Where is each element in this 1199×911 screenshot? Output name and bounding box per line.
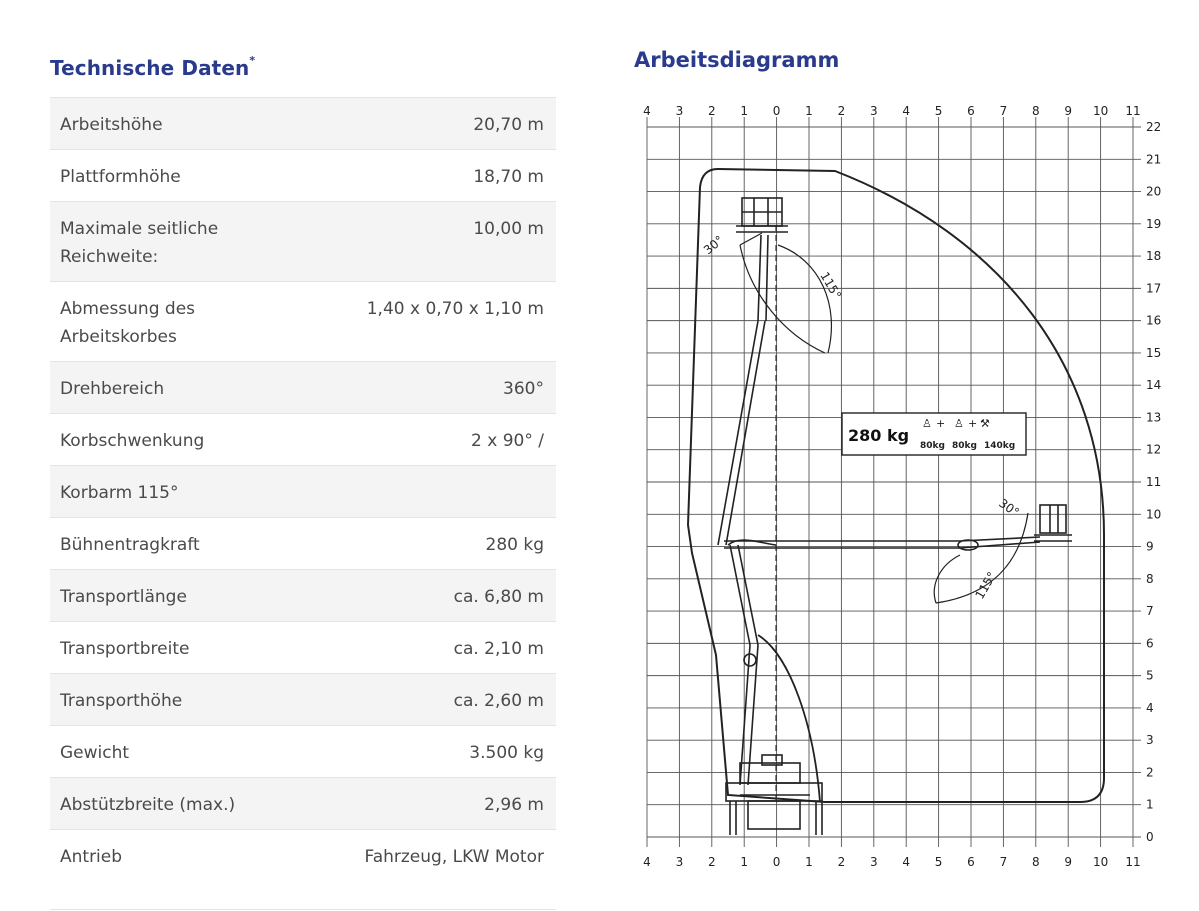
- spec-label: Korbschwenkung: [60, 431, 205, 451]
- boom-horizontal: [724, 537, 1040, 550]
- spec-value: 2 x 90° /: [471, 431, 544, 451]
- spec-value: 2,96 m: [484, 795, 544, 815]
- y-tick-label: 0: [1146, 830, 1154, 844]
- spec-label: Plattformhöhe: [60, 167, 181, 187]
- person-icon: ♙: [954, 417, 964, 430]
- load-total: 280 kg: [848, 426, 910, 445]
- spec-label: Arbeitshöhe: [60, 115, 163, 135]
- spec-row-transportbreite: [50, 622, 556, 674]
- x-tick-label-top: 0: [772, 104, 781, 118]
- x-tick-label-bottom: 1: [805, 855, 813, 869]
- x-tick-label-top: 6: [967, 104, 975, 118]
- y-tick-label: 4: [1146, 700, 1154, 715]
- x-tick-label-top: 2: [707, 104, 716, 118]
- spec-row-korbarm: [50, 466, 556, 518]
- spec-row-korbschwenkung: [50, 414, 556, 466]
- y-tick-label: 7: [1146, 604, 1154, 619]
- y-tick-label: 17: [1146, 281, 1162, 296]
- x-tick-label-bottom: 10: [1092, 855, 1109, 869]
- x-tick-label-top: 10: [1092, 104, 1109, 118]
- basket-right: [1034, 505, 1072, 541]
- spec-row-abstuetzbreite: [50, 778, 556, 830]
- working-diagram: [630, 95, 1170, 880]
- spec-label: Antrieb: [60, 847, 123, 867]
- tools-icon: ⚒: [980, 417, 990, 430]
- y-tick-label: 1: [1146, 797, 1154, 812]
- diagram-title: Arbeitsdiagramm: [634, 48, 840, 72]
- x-tick-label-top: 7: [999, 104, 1008, 118]
- spec-row-transporthoehe: [50, 674, 556, 726]
- load-part-1: 80kg: [920, 441, 945, 451]
- angle-label-right-30: 30°: [996, 495, 1022, 520]
- y-tick-label: 21: [1146, 152, 1162, 167]
- x-tick-label-bottom: 2: [837, 855, 846, 869]
- spec-label: Drehbereich: [60, 379, 165, 399]
- x-tick-label-top: 3: [869, 104, 878, 118]
- spec-value: 10,00 m: [473, 219, 544, 239]
- vehicle: [726, 755, 822, 835]
- spec-value: ca. 2,10 m: [453, 639, 544, 659]
- x-tick-label-top: 11: [1125, 104, 1141, 118]
- spec-row-reichweite: [50, 202, 556, 282]
- specs-table: [50, 97, 556, 910]
- y-tick-label: 3: [1146, 733, 1154, 748]
- y-tick-labels: [1146, 120, 1161, 844]
- spec-label: Maximale seitliche Reichweite:: [60, 219, 219, 267]
- diagram-grid: [647, 117, 1141, 847]
- load-legend: [842, 413, 1026, 455]
- x-tick-label-bottom: 1: [740, 855, 749, 869]
- plus-icon: +: [968, 417, 978, 430]
- spec-row-gewicht: [50, 726, 556, 778]
- spec-label: Korbarm 115°: [60, 483, 179, 503]
- spec-row-tragkraft: [50, 518, 556, 570]
- x-tick-label-bottom: 8: [1031, 855, 1040, 869]
- spec-row-plattformhoehe: [50, 150, 556, 202]
- x-tick-label-bottom: 5: [934, 855, 943, 869]
- x-tick-label-top: 9: [1064, 104, 1073, 118]
- y-tick-label: 2: [1146, 765, 1154, 780]
- working-envelope: [688, 169, 1104, 802]
- spec-row-transportlaenge: [50, 570, 556, 622]
- x-tick-label-top: 1: [740, 104, 749, 118]
- y-tick-label: 12: [1146, 442, 1162, 457]
- spec-row-antrieb: [50, 830, 556, 910]
- spec-value: 360°: [503, 379, 544, 399]
- spec-row-drehbereich: [50, 362, 556, 414]
- spec-label: Bühnentragkraft: [60, 535, 200, 555]
- y-tick-label: 11: [1146, 475, 1162, 489]
- x-tick-label-top: 1: [805, 104, 813, 118]
- spec-label: Transportbreite: [60, 639, 190, 659]
- x-tick-label-bottom: 2: [707, 855, 716, 869]
- spec-value: 18,70 m: [473, 167, 544, 187]
- spec-label: Transportlänge: [60, 587, 187, 607]
- person-icon: ♙: [922, 417, 932, 430]
- y-tick-label: 16: [1146, 313, 1162, 328]
- spec-value: 280 kg: [485, 535, 544, 555]
- spec-value: 3.500 kg: [469, 743, 544, 763]
- spec-row-korbabmessung: [50, 282, 556, 362]
- specs-title-mark: *: [249, 54, 256, 67]
- y-tick-label: 14: [1146, 378, 1162, 393]
- x-tick-label-top: 5: [934, 104, 943, 118]
- spec-value: 20,70 m: [473, 115, 544, 135]
- spec-value: ca. 6,80 m: [453, 587, 544, 607]
- angle-label-right-115: 115°: [972, 569, 1000, 602]
- x-tick-labels-top: [643, 104, 1140, 118]
- arc-top: [740, 233, 831, 353]
- specs-title-text: Technische Daten: [50, 56, 250, 80]
- x-tick-label-top: 3: [675, 104, 684, 118]
- load-part-2: 80kg: [952, 441, 977, 451]
- x-tick-label-top: 8: [1031, 104, 1040, 118]
- spec-value: Fahrzeug, LKW Motor: [364, 847, 544, 867]
- y-tick-label: 6: [1146, 636, 1154, 651]
- spec-label: Abmessung des Arbeitskorbes: [60, 299, 196, 347]
- x-tick-label-bottom: 4: [643, 855, 651, 869]
- y-tick-label: 9: [1146, 539, 1154, 554]
- inner-boundary: [758, 635, 820, 802]
- boom-vertical: [718, 235, 768, 785]
- x-tick-labels-bottom: [643, 855, 1140, 869]
- angle-label-top-115: 115°: [817, 269, 844, 302]
- plus-icon: +: [936, 417, 946, 430]
- spec-label: Abstützbreite (max.): [60, 795, 236, 815]
- y-tick-label: 8: [1146, 571, 1154, 586]
- spec-value: ca. 2,60 m: [453, 691, 544, 711]
- y-tick-label: 19: [1146, 216, 1162, 231]
- spec-value: 1,40 x 0,70 x 1,10 m: [366, 299, 544, 319]
- x-tick-label-top: 4: [643, 104, 651, 118]
- y-tick-label: 20: [1146, 184, 1162, 199]
- x-tick-label-bottom: 3: [869, 855, 878, 869]
- x-tick-label-bottom: 11: [1125, 855, 1141, 869]
- load-part-3: 140kg: [984, 441, 1016, 451]
- x-tick-label-top: 4: [902, 104, 911, 118]
- y-tick-label: 22: [1146, 120, 1162, 134]
- specs-title: [50, 56, 255, 80]
- x-tick-label-bottom: 9: [1064, 855, 1073, 869]
- x-tick-label-bottom: 7: [999, 855, 1008, 869]
- spec-label: Transporthöhe: [60, 691, 183, 711]
- x-tick-label-top: 2: [837, 104, 846, 118]
- angle-label-top-30: 30°: [700, 232, 727, 258]
- x-tick-label-bottom: 3: [675, 855, 684, 869]
- y-tick-label: 13: [1146, 410, 1162, 425]
- spec-label: Gewicht: [60, 743, 130, 763]
- x-tick-label-bottom: 0: [772, 855, 781, 869]
- spec-row-arbeitshoehe: [50, 98, 556, 150]
- y-tick-label: 10: [1146, 507, 1162, 522]
- x-tick-label-bottom: 4: [902, 855, 911, 869]
- x-tick-label-bottom: 6: [967, 855, 975, 869]
- y-tick-label: 15: [1146, 345, 1162, 360]
- y-tick-label: 18: [1146, 249, 1162, 264]
- y-tick-label: 5: [1146, 668, 1154, 683]
